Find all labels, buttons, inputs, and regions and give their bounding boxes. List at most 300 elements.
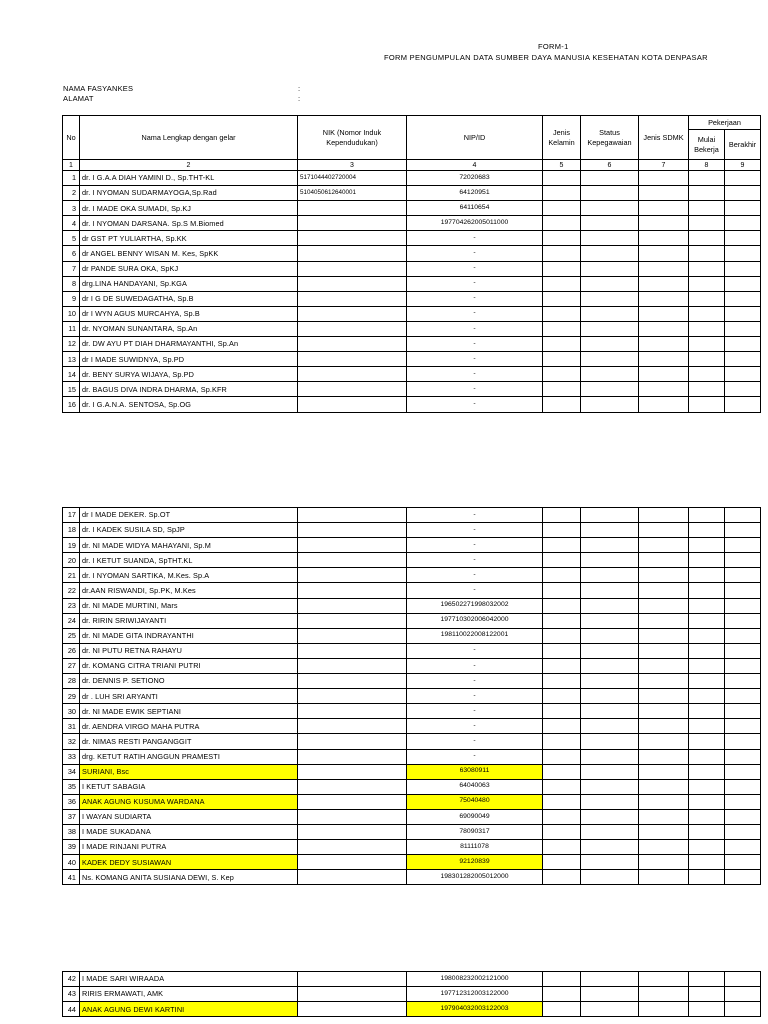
- cell-nik: [298, 568, 407, 583]
- staff-table: [62, 971, 761, 1017]
- cell-nik: [298, 674, 407, 689]
- table-row: [63, 824, 761, 839]
- cell-nik: [298, 794, 407, 809]
- cell-end: [725, 628, 761, 643]
- cell-gender: [543, 321, 581, 336]
- cell-status: [581, 855, 639, 870]
- cell-end: [725, 246, 761, 261]
- table-row: [63, 186, 761, 201]
- field-label: NAMA FASYANKES: [63, 84, 134, 93]
- table-row: [63, 749, 761, 764]
- cell-name: drg. KETUT RATIH ANGGUN PRAMESTI: [80, 749, 298, 764]
- cell-end: [725, 598, 761, 613]
- cell-nik: [298, 643, 407, 658]
- table-row: [63, 553, 761, 568]
- table-row: [63, 382, 761, 397]
- col-header-gender: Jenis Kelamin: [543, 116, 581, 160]
- cell-end: [725, 171, 761, 186]
- cell-gender: [543, 523, 581, 538]
- column-number: 9: [725, 160, 761, 171]
- table-row: [63, 840, 761, 855]
- table-row: [63, 764, 761, 779]
- cell-end: [725, 201, 761, 216]
- cell-sdmk: [639, 382, 689, 397]
- column-number: 5: [543, 160, 581, 171]
- cell-status: [581, 764, 639, 779]
- cell-end: [725, 613, 761, 628]
- cell-nip: 81111078: [407, 840, 543, 855]
- cell-nik: 5171044402720004: [298, 171, 407, 186]
- cell-no: 35: [63, 779, 80, 794]
- table-row: [63, 261, 761, 276]
- cell-name: I MADE SUKADANA: [80, 824, 298, 839]
- cell-end: [725, 764, 761, 779]
- cell-nip: 197904032003122003: [407, 1002, 543, 1017]
- cell-no: 29: [63, 689, 80, 704]
- cell-nip: 78090317: [407, 824, 543, 839]
- cell-start: [689, 809, 725, 824]
- column-number-row: [63, 160, 761, 171]
- cell-gender: [543, 674, 581, 689]
- cell-nik: [298, 719, 407, 734]
- cell-no: 9: [63, 291, 80, 306]
- cell-end: [725, 291, 761, 306]
- cell-nik: [298, 201, 407, 216]
- col-header-nik: NIK (Nomor Induk Kependudukan): [298, 116, 407, 160]
- cell-end: [725, 779, 761, 794]
- cell-gender: [543, 719, 581, 734]
- cell-sdmk: [639, 216, 689, 231]
- table-row: [63, 855, 761, 870]
- cell-no: 13: [63, 352, 80, 367]
- cell-name: dr. I NYOMAN SUDARMAYOGA,Sp.Rad: [80, 186, 298, 201]
- cell-nik: [298, 291, 407, 306]
- cell-nip: -: [407, 306, 543, 321]
- cell-no: 18: [63, 523, 80, 538]
- cell-sdmk: [639, 794, 689, 809]
- cell-nip: -: [407, 719, 543, 734]
- cell-no: 42: [63, 972, 80, 987]
- cell-gender: [543, 987, 581, 1002]
- cell-end: [725, 704, 761, 719]
- cell-name: dr. DW AYU PT DIAH DHARMAYANTHI, Sp.An: [80, 337, 298, 352]
- cell-name: dr. I NYOMAN DARSANA. Sp.S M.Biomed: [80, 216, 298, 231]
- cell-nip: -: [407, 658, 543, 673]
- table-row: [63, 583, 761, 598]
- cell-sdmk: [639, 568, 689, 583]
- cell-start: [689, 840, 725, 855]
- cell-nik: [298, 261, 407, 276]
- cell-name: drg.LINA HANDAYANI, Sp.KGA: [80, 276, 298, 291]
- cell-name: dr. NI MADE GITA INDRAYANTHI: [80, 628, 298, 643]
- cell-name: KADEK DEDY SUSIAWAN: [80, 855, 298, 870]
- col-header-no: No: [63, 116, 80, 160]
- cell-nip: 197710302006042000: [407, 613, 543, 628]
- cell-no: 15: [63, 382, 80, 397]
- cell-no: 44: [63, 1002, 80, 1017]
- cell-name: dr. I KADEK SUSILA SD, SpJP: [80, 523, 298, 538]
- cell-status: [581, 794, 639, 809]
- cell-nip: 75040480: [407, 794, 543, 809]
- cell-start: [689, 972, 725, 987]
- cell-nip: -: [407, 749, 543, 764]
- cell-start: [689, 855, 725, 870]
- cell-sdmk: [639, 246, 689, 261]
- cell-name: dr I MADE DEKER. Sp.OT: [80, 508, 298, 523]
- cell-end: [725, 1002, 761, 1017]
- cell-nip: 69090049: [407, 809, 543, 824]
- cell-nik: [298, 583, 407, 598]
- cell-no: 40: [63, 855, 80, 870]
- cell-start: [689, 794, 725, 809]
- cell-status: [581, 870, 639, 885]
- column-number: 1: [63, 160, 80, 171]
- cell-sdmk: [639, 508, 689, 523]
- cell-end: [725, 987, 761, 1002]
- cell-end: [725, 523, 761, 538]
- cell-status: [581, 201, 639, 216]
- cell-nip: -: [407, 352, 543, 367]
- cell-name: Ns. KOMANG ANITA SUSIANA DEWI, S. Kep: [80, 870, 298, 885]
- cell-nik: [298, 216, 407, 231]
- cell-status: [581, 628, 639, 643]
- cell-sdmk: [639, 553, 689, 568]
- cell-sdmk: [639, 840, 689, 855]
- cell-gender: [543, 972, 581, 987]
- cell-sdmk: [639, 321, 689, 336]
- cell-nip: -: [407, 337, 543, 352]
- cell-nik: [298, 658, 407, 673]
- cell-gender: [543, 613, 581, 628]
- cell-status: [581, 568, 639, 583]
- cell-status: [581, 367, 639, 382]
- cell-start: [689, 870, 725, 885]
- cell-no: 33: [63, 749, 80, 764]
- cell-nik: [298, 231, 407, 246]
- cell-no: 41: [63, 870, 80, 885]
- cell-nik: [298, 382, 407, 397]
- cell-end: [725, 870, 761, 885]
- cell-end: [725, 306, 761, 321]
- cell-nip: -: [407, 568, 543, 583]
- cell-nik: [298, 352, 407, 367]
- cell-nip: -: [407, 397, 543, 412]
- cell-end: [725, 643, 761, 658]
- cell-nip: -: [407, 583, 543, 598]
- cell-start: [689, 171, 725, 186]
- cell-nip: -: [407, 367, 543, 382]
- cell-nip: 198008232002121000: [407, 972, 543, 987]
- cell-sdmk: [639, 231, 689, 246]
- cell-no: 24: [63, 613, 80, 628]
- cell-status: [581, 397, 639, 412]
- table-row: [63, 598, 761, 613]
- cell-sdmk: [639, 855, 689, 870]
- cell-end: [725, 367, 761, 382]
- column-number: 8: [689, 160, 725, 171]
- cell-status: [581, 231, 639, 246]
- cell-sdmk: [639, 870, 689, 885]
- cell-start: [689, 261, 725, 276]
- cell-no: 10: [63, 306, 80, 321]
- cell-status: [581, 689, 639, 704]
- cell-sdmk: [639, 598, 689, 613]
- cell-nik: [298, 764, 407, 779]
- cell-nip: 92120839: [407, 855, 543, 870]
- cell-name: dr. AENDRA VIRGO MAHA PUTRA: [80, 719, 298, 734]
- cell-start: [689, 719, 725, 734]
- field-colon: :: [298, 84, 301, 93]
- cell-sdmk: [639, 397, 689, 412]
- cell-no: 43: [63, 987, 80, 1002]
- cell-status: [581, 382, 639, 397]
- cell-nik: [298, 246, 407, 261]
- cell-status: [581, 321, 639, 336]
- cell-gender: [543, 382, 581, 397]
- cell-start: [689, 397, 725, 412]
- cell-name: dr I G DE SUWEDAGATHA, Sp.B: [80, 291, 298, 306]
- cell-end: [725, 719, 761, 734]
- cell-status: [581, 704, 639, 719]
- cell-gender: [543, 764, 581, 779]
- cell-nip: -: [407, 508, 543, 523]
- cell-end: [725, 231, 761, 246]
- cell-start: [689, 598, 725, 613]
- cell-nip: -: [407, 734, 543, 749]
- table-row: [63, 246, 761, 261]
- cell-no: 17: [63, 508, 80, 523]
- cell-name: ANAK AGUNG KUSUMA WARDANA: [80, 794, 298, 809]
- cell-no: 38: [63, 824, 80, 839]
- cell-name: dr. NIMAS RESTI PANGANGGIT: [80, 734, 298, 749]
- cell-no: 36: [63, 794, 80, 809]
- table-row: [63, 972, 761, 987]
- col-header-end: Berakhir: [725, 130, 761, 160]
- table-row: [63, 734, 761, 749]
- cell-gender: [543, 553, 581, 568]
- cell-name: dr. NI PUTU RETNA RAHAYU: [80, 643, 298, 658]
- cell-sdmk: [639, 613, 689, 628]
- cell-gender: [543, 171, 581, 186]
- cell-start: [689, 583, 725, 598]
- cell-nik: [298, 538, 407, 553]
- cell-end: [725, 840, 761, 855]
- cell-start: [689, 1002, 725, 1017]
- cell-end: [725, 538, 761, 553]
- cell-no: 1: [63, 171, 80, 186]
- col-header-pekerjaan: Pekerjaan: [689, 116, 761, 130]
- cell-status: [581, 538, 639, 553]
- cell-sdmk: [639, 538, 689, 553]
- cell-end: [725, 261, 761, 276]
- table-row: [63, 779, 761, 794]
- table-row: [63, 674, 761, 689]
- cell-nik: [298, 1002, 407, 1017]
- column-number: 2: [80, 160, 298, 171]
- cell-no: 25: [63, 628, 80, 643]
- cell-no: 22: [63, 583, 80, 598]
- cell-start: [689, 246, 725, 261]
- cell-sdmk: [639, 261, 689, 276]
- cell-nip: -: [407, 523, 543, 538]
- cell-sdmk: [639, 523, 689, 538]
- table-row: [63, 689, 761, 704]
- cell-nik: [298, 809, 407, 824]
- cell-sdmk: [639, 719, 689, 734]
- cell-start: [689, 231, 725, 246]
- cell-status: [581, 674, 639, 689]
- table-row: [63, 613, 761, 628]
- cell-end: [725, 734, 761, 749]
- cell-no: 8: [63, 276, 80, 291]
- cell-nik: 5104050612640001: [298, 186, 407, 201]
- cell-gender: [543, 824, 581, 839]
- cell-gender: [543, 583, 581, 598]
- cell-nip: 198110022008122001: [407, 628, 543, 643]
- cell-end: [725, 186, 761, 201]
- cell-nik: [298, 749, 407, 764]
- staff-table: [62, 507, 761, 885]
- cell-no: 39: [63, 840, 80, 855]
- table-row: [63, 171, 761, 186]
- cell-no: 5: [63, 231, 80, 246]
- col-header-status: Status Kepegawaian: [581, 116, 639, 160]
- cell-end: [725, 583, 761, 598]
- cell-gender: [543, 704, 581, 719]
- cell-sdmk: [639, 749, 689, 764]
- table-row: [63, 201, 761, 216]
- cell-name: dr . LUH SRI ARYANTI: [80, 689, 298, 704]
- cell-status: [581, 987, 639, 1002]
- cell-name: dr. I NYOMAN SARTIKA, M.Kes. Sp.A: [80, 568, 298, 583]
- cell-gender: [543, 508, 581, 523]
- cell-start: [689, 367, 725, 382]
- cell-gender: [543, 809, 581, 824]
- table-row: [63, 704, 761, 719]
- table-row: [63, 1002, 761, 1017]
- cell-name: dr I WYN AGUS MURCAHYA, Sp.B: [80, 306, 298, 321]
- cell-sdmk: [639, 764, 689, 779]
- cell-no: 34: [63, 764, 80, 779]
- cell-end: [725, 321, 761, 336]
- cell-no: 32: [63, 734, 80, 749]
- table-row: [63, 352, 761, 367]
- cell-name: dr. DENNIS P. SETIONO: [80, 674, 298, 689]
- cell-start: [689, 987, 725, 1002]
- cell-nip: -: [407, 674, 543, 689]
- cell-status: [581, 840, 639, 855]
- cell-end: [725, 508, 761, 523]
- cell-status: [581, 276, 639, 291]
- cell-start: [689, 779, 725, 794]
- cell-nik: [298, 987, 407, 1002]
- cell-no: 31: [63, 719, 80, 734]
- cell-end: [725, 276, 761, 291]
- cell-no: 14: [63, 367, 80, 382]
- table-row: [63, 628, 761, 643]
- cell-end: [725, 855, 761, 870]
- cell-sdmk: [639, 1002, 689, 1017]
- cell-status: [581, 216, 639, 231]
- table-row: [63, 643, 761, 658]
- cell-name: dr. NYOMAN SUNANTARA, Sp.An: [80, 321, 298, 336]
- cell-nip: -: [407, 538, 543, 553]
- table-row: [63, 568, 761, 583]
- cell-no: 12: [63, 337, 80, 352]
- cell-nik: [298, 779, 407, 794]
- cell-name: dr ANGEL BENNY WISAN M. Kes, SpKK: [80, 246, 298, 261]
- cell-end: [725, 337, 761, 352]
- form-title: FORM PENGUMPULAN DATA SUMBER DAYA MANUSIA KESEHATAN KOTA DENPASAR: [384, 53, 708, 62]
- cell-sdmk: [639, 972, 689, 987]
- cell-nik: [298, 870, 407, 885]
- cell-nip: -: [407, 689, 543, 704]
- cell-nip: 64040063: [407, 779, 543, 794]
- cell-status: [581, 734, 639, 749]
- cell-start: [689, 689, 725, 704]
- cell-gender: [543, 186, 581, 201]
- cell-status: [581, 306, 639, 321]
- cell-start: [689, 824, 725, 839]
- cell-status: [581, 972, 639, 987]
- staff-table: [62, 115, 761, 413]
- cell-end: [725, 809, 761, 824]
- cell-no: 27: [63, 658, 80, 673]
- cell-name: dr. RIRIN SRIWIJAYANTI: [80, 613, 298, 628]
- cell-gender: [543, 1002, 581, 1017]
- cell-name: dr. I KETUT SUANDA, SpTHT.KL: [80, 553, 298, 568]
- cell-nik: [298, 321, 407, 336]
- cell-start: [689, 352, 725, 367]
- cell-gender: [543, 538, 581, 553]
- cell-no: 6: [63, 246, 80, 261]
- header-row: [63, 116, 761, 130]
- col-header-sdmk: Jenis SDMK: [639, 116, 689, 160]
- cell-sdmk: [639, 352, 689, 367]
- cell-start: [689, 306, 725, 321]
- cell-name: I MADE SARI WIRAADA: [80, 972, 298, 987]
- cell-nip: 64120951: [407, 186, 543, 201]
- cell-status: [581, 553, 639, 568]
- cell-nik: [298, 306, 407, 321]
- cell-nip: 63080911: [407, 764, 543, 779]
- cell-gender: [543, 658, 581, 673]
- cell-nik: [298, 734, 407, 749]
- cell-nik: [298, 276, 407, 291]
- cell-nik: [298, 613, 407, 628]
- cell-status: [581, 352, 639, 367]
- table-row: [63, 337, 761, 352]
- cell-name: dr. NI MADE WIDYA MAHAYANI, Sp.M: [80, 538, 298, 553]
- cell-gender: [543, 779, 581, 794]
- cell-sdmk: [639, 306, 689, 321]
- cell-status: [581, 1002, 639, 1017]
- cell-sdmk: [639, 779, 689, 794]
- cell-status: [581, 171, 639, 186]
- cell-nik: [298, 689, 407, 704]
- cell-name: dr. I G.A.A DIAH YAMINI D., Sp.THT-KL: [80, 171, 298, 186]
- cell-nip: -: [407, 246, 543, 261]
- cell-status: [581, 583, 639, 598]
- cell-nip: -: [407, 291, 543, 306]
- cell-status: [581, 779, 639, 794]
- cell-status: [581, 749, 639, 764]
- cell-nip: -: [407, 276, 543, 291]
- cell-sdmk: [639, 658, 689, 673]
- cell-gender: [543, 643, 581, 658]
- cell-nip: -: [407, 231, 543, 246]
- cell-gender: [543, 276, 581, 291]
